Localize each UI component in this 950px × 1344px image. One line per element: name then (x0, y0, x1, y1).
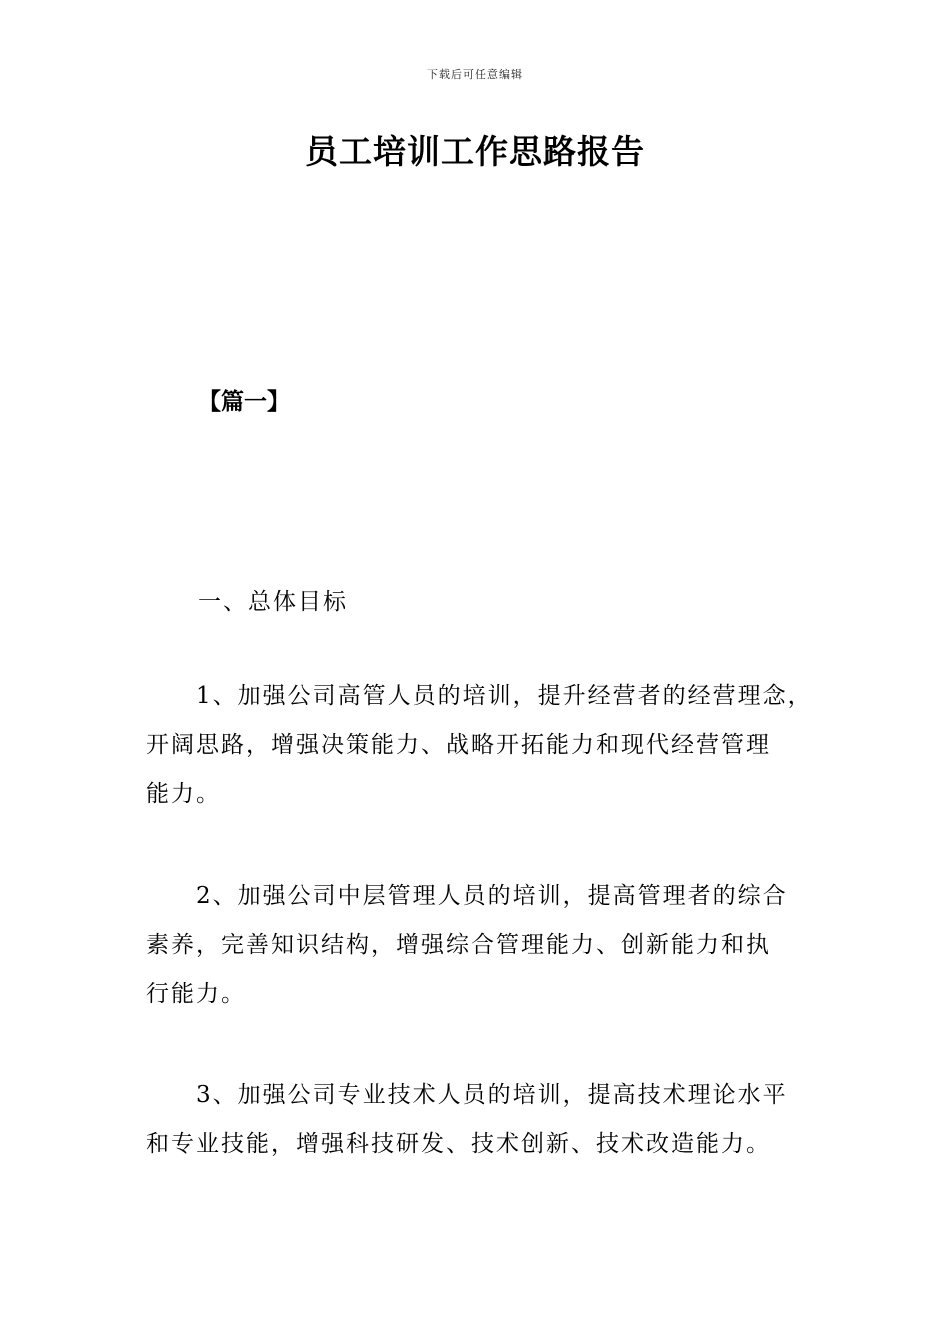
paragraph-line: 和专业技能，增强科技研发、技术创新、技术改造能力。 (146, 1131, 771, 1157)
paragraph-line: 素养，完善知识结构，增强综合管理能力、创新能力和执 (146, 932, 771, 958)
paragraph-line: 2、加强公司中层管理人员的培训，提高管理者的综合 (146, 883, 788, 909)
document-title: 员工培训工作思路报告 (305, 132, 645, 171)
paragraph-line: 行能力。 (146, 981, 246, 1007)
section-heading: 一、总体目标 (198, 589, 348, 615)
section-label: 【篇一】 (198, 389, 290, 415)
paragraph-line: 能力。 (146, 781, 221, 807)
paragraph-line: 3、加强公司专业技术人员的培训，提高技术理论水平 (146, 1082, 788, 1108)
paragraph-line: 1、加强公司高管人员的培训，提升经营者的经营理念， (146, 683, 813, 709)
header-note: 下载后可任意编辑 (427, 68, 523, 81)
paragraph-line: 开阔思路，增强决策能力、战略开拓能力和现代经营管理 (146, 732, 771, 758)
paragraph-2 (146, 872, 836, 1019)
paragraph-3 (146, 1071, 836, 1169)
paragraph-1 (146, 672, 836, 819)
